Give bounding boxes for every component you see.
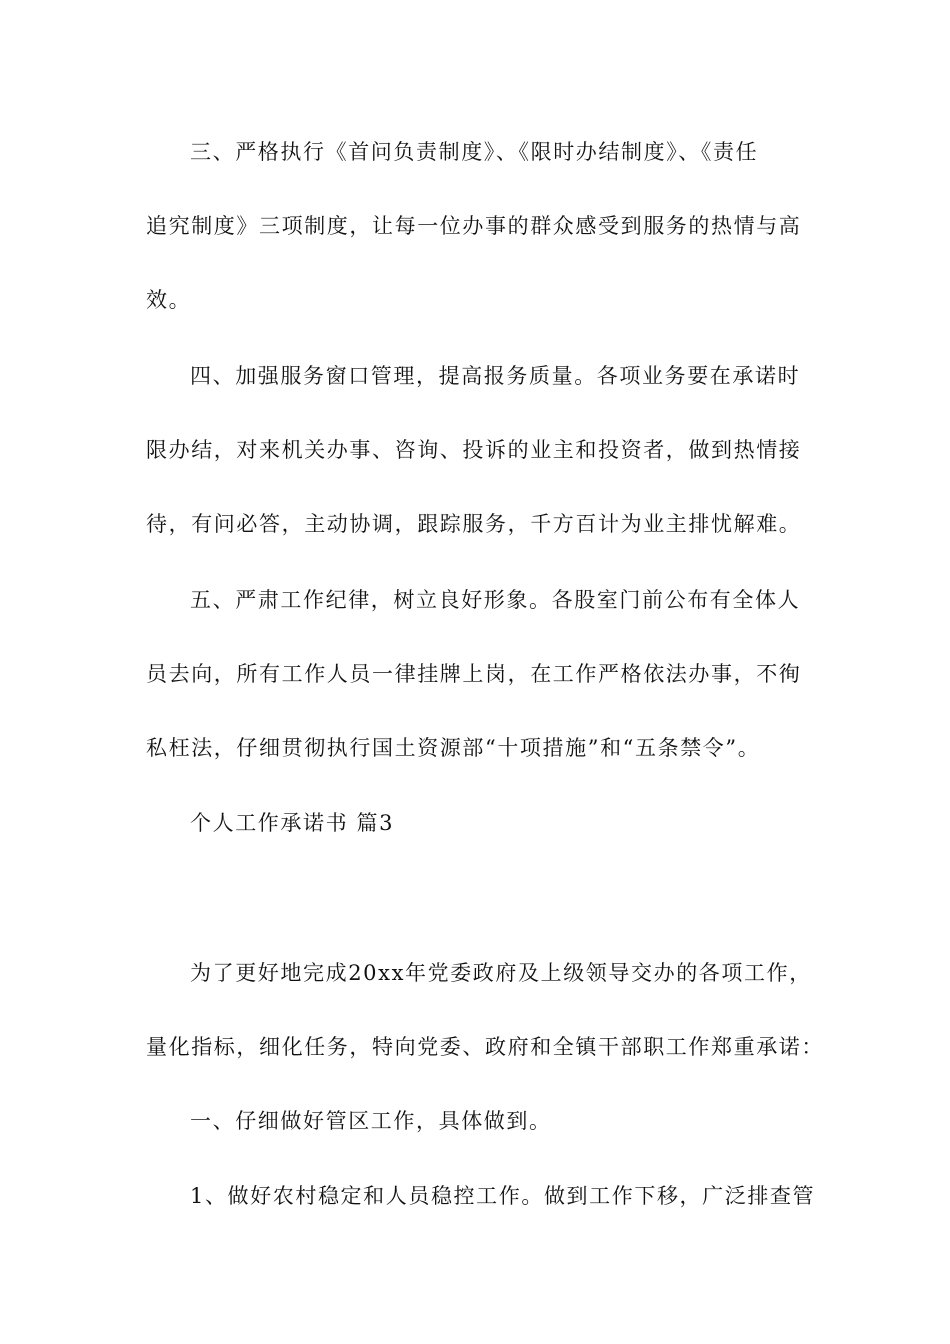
paragraph-4-line-3: 待，有问必答，主动协调，跟踪服务，千方百计为业主排忧解难。 [146,512,802,536]
paragraph-5-line-3: 私枉法，仔细贯彻执行国土资源部“十项措施”和“五条禁令”。 [146,736,761,760]
section-heading: 个人工作承诺书 篇3 [190,811,395,835]
sub-item-1-line-1: 1、做好农村稳定和人员稳控工作。做到工作下移，广泛排查管 [190,1184,816,1208]
intro-paragraph-line-2: 量化指标，细化任务，特向党委、政府和全镇干部职工作郑重承诺： [146,1035,824,1059]
paragraph-3-line-1: 三、严格执行《首问负责制度》、《限时办结制度》、《责任 [190,140,759,164]
paragraph-3-line-3: 效。 [146,288,192,312]
paragraph-5-line-2: 员去向，所有工作人员一律挂牌上岗，在工作严格依法办事，不徇 [146,662,802,686]
paragraph-4-line-2: 限办结，对来机关办事、咨询、投诉的业主和投资者，做到热情接 [146,438,802,462]
paragraph-5-line-1: 五、严肃工作纪律，树立良好形象。各股室门前公布有全体人 [190,588,801,612]
intro-paragraph-line-1: 为了更好地完成20xx年党委政府及上级领导交办的各项工作， [190,961,812,985]
item-1-heading: 一、仔细做好管区工作，具体做到。 [190,1109,552,1133]
paragraph-4-line-1: 四、加强服务窗口管理，提高报务质量。各项业务要在承诺时 [190,364,801,388]
paragraph-3-line-2: 追究制度》三项制度，让每一位办事的群众感受到服务的热情与高 [146,214,802,238]
